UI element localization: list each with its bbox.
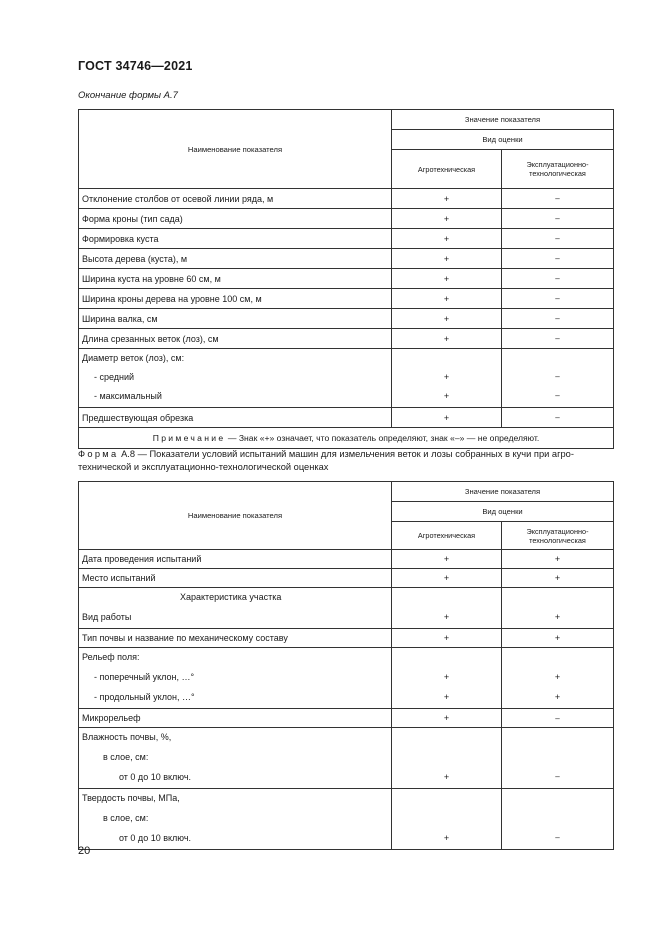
- relief-name: Рельеф поля:: [82, 652, 140, 662]
- header-agrotechnical: Агротехническая: [392, 522, 502, 550]
- table-row: [79, 309, 614, 329]
- site-heading: Характеристика участка: [180, 592, 282, 602]
- note-text: — Знак «+» означает, что показатель определяют, знак «–» — не определяют.: [227, 433, 540, 443]
- site-cell: [79, 588, 392, 629]
- header-indicator-value: Значение показателя: [392, 482, 614, 502]
- exploit-mark-group: –: [502, 789, 614, 850]
- table-row: [79, 408, 614, 428]
- table-row-group: [79, 728, 614, 789]
- table-row: [79, 569, 614, 588]
- note-label: Примечание: [152, 433, 226, 443]
- humidity-range: от 0 до 10 включ.: [119, 772, 192, 782]
- agro-mark: +: [392, 629, 502, 648]
- table-row: [79, 629, 614, 648]
- exploit-mark: –: [502, 189, 614, 209]
- agro-mark-group: +: [392, 588, 502, 629]
- site-work-type: Вид работы: [82, 612, 132, 622]
- row-name: Микрорельеф: [79, 709, 392, 728]
- table-row-group: [79, 349, 614, 408]
- exploit-mark: –: [502, 408, 614, 428]
- humidity-name: Влажность почвы, %,: [82, 732, 172, 742]
- agro-mark: +: [392, 249, 502, 269]
- header-exploitation: Эксплуатационно- технологическая: [502, 150, 614, 189]
- caption-label: Форма: [78, 449, 119, 459]
- agro-mark: +: [392, 550, 502, 569]
- table-row: [79, 269, 614, 289]
- row-name: Ширина кроны дерева на уровне 100 см, м: [79, 289, 392, 309]
- exploit-mark: –: [502, 249, 614, 269]
- agro-mark: +: [392, 209, 502, 229]
- relief-item: - поперечный уклон, …°: [94, 672, 195, 682]
- row-name: Ширина куста на уровне 60 см, м: [79, 269, 392, 289]
- agro-mark: +: [392, 269, 502, 289]
- page-number: 20: [78, 845, 91, 857]
- exploit-mark-group: –: [502, 728, 614, 789]
- header-exploitation: Эксплуатационно- технологическая: [502, 522, 614, 550]
- agro-mark-group: +: [392, 728, 502, 789]
- caption-text: А.8 — Показатели условий испытаний машин для измельчения веток и лозы собранных в кучи при агро-: [121, 449, 574, 459]
- table-row: [79, 709, 614, 728]
- hardness-cell: [79, 789, 392, 850]
- caption-line2: технической и эксплуатационно-технологической оценках: [78, 461, 329, 472]
- agro-mark: +: [392, 229, 502, 249]
- table-row: [79, 229, 614, 249]
- exploit-mark: –: [502, 329, 614, 349]
- table-row: [79, 249, 614, 269]
- agro-mark: +: [392, 189, 502, 209]
- table-form-a8: [78, 481, 614, 850]
- exploit-mark: +: [502, 550, 614, 569]
- row-name: Длина срезанных веток (лоз), см: [79, 329, 392, 349]
- table-row: [79, 189, 614, 209]
- agro-mark: +: [392, 709, 502, 728]
- exploit-mark: –: [502, 269, 614, 289]
- relief-cell: [79, 648, 392, 709]
- exploit-mark-group: + +: [502, 648, 614, 709]
- header-assessment-kind: Вид оценки: [392, 130, 614, 150]
- agro-mark: +: [392, 289, 502, 309]
- header-indicator-name: Наименование показателя: [79, 110, 392, 189]
- header-agrotechnical: Агротехническая: [392, 150, 502, 189]
- hardness-layer: в слое, см:: [103, 813, 149, 823]
- document-code: ГОСТ 34746—2021: [78, 59, 193, 73]
- row-name: Тип почвы и название по механическому составу: [79, 629, 392, 648]
- row-name: Дата проведения испытаний: [79, 550, 392, 569]
- table-note: [79, 428, 614, 449]
- row-name: Ширина валка, см: [79, 309, 392, 329]
- row-name: Высота дерева (куста), м: [79, 249, 392, 269]
- header-indicator-value: Значение показателя: [392, 110, 614, 130]
- agro-mark-group: + +: [392, 349, 502, 408]
- row-name: Форма кроны (тип сада): [79, 209, 392, 229]
- header-indicator-name: Наименование показателя: [79, 482, 392, 550]
- relief-item: - продольный уклон, …°: [94, 692, 195, 702]
- row-name: Предшествующая обрезка: [79, 408, 392, 428]
- humidity-cell: [79, 728, 392, 789]
- table-row: [79, 550, 614, 569]
- exploit-mark: –: [502, 229, 614, 249]
- agro-mark-group: + +: [392, 648, 502, 709]
- hardness-name: Твердость почвы, МПа,: [82, 793, 180, 803]
- exploit-mark-group: – –: [502, 349, 614, 408]
- hardness-range: от 0 до 10 включ.: [119, 833, 192, 843]
- table-row-group: [79, 648, 614, 709]
- table-row-group: [79, 789, 614, 850]
- agro-mark-group: +: [392, 789, 502, 850]
- agro-mark: +: [392, 329, 502, 349]
- humidity-layer: в слое, см:: [103, 752, 149, 762]
- table-row: [79, 329, 614, 349]
- row-name: Место испытаний: [79, 569, 392, 588]
- group-cell: [79, 349, 392, 408]
- row-name: Отклонение столбов от осевой линии ряда, м: [79, 189, 392, 209]
- header-assessment-kind: Вид оценки: [392, 502, 614, 522]
- table-row-group: [79, 588, 614, 629]
- exploit-mark-group: +: [502, 588, 614, 629]
- table2-caption: [78, 448, 590, 473]
- row-name: Формировка куста: [79, 229, 392, 249]
- table-row: [79, 209, 614, 229]
- exploit-mark: –: [502, 309, 614, 329]
- exploit-mark: –: [502, 209, 614, 229]
- table1-caption: Окончание формы А.7: [78, 90, 178, 101]
- exploit-mark: –: [502, 289, 614, 309]
- table-row: [79, 289, 614, 309]
- exploit-mark: +: [502, 569, 614, 588]
- group-item: - максимальный: [94, 391, 162, 401]
- agro-mark: +: [392, 569, 502, 588]
- table-form-a7: [78, 109, 614, 449]
- exploit-mark: –: [502, 709, 614, 728]
- group-name: Диаметр веток (лоз), см:: [82, 353, 185, 363]
- group-item: - средний: [94, 372, 135, 382]
- exploit-mark: +: [502, 629, 614, 648]
- agro-mark: +: [392, 408, 502, 428]
- agro-mark: +: [392, 309, 502, 329]
